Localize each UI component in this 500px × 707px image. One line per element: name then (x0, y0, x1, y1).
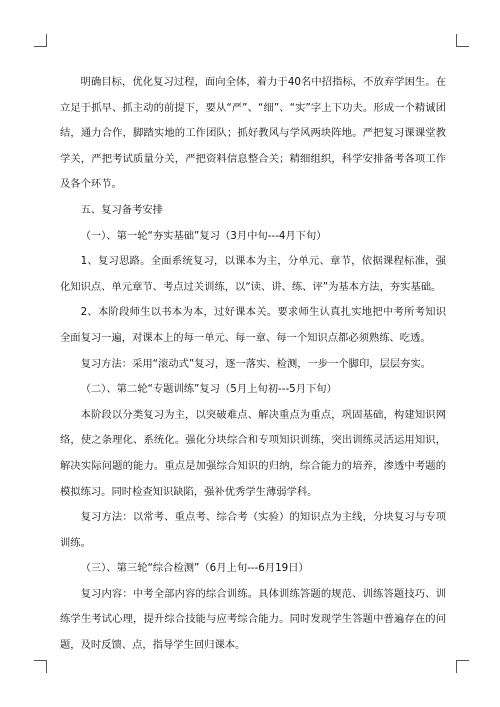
paragraph-textbook-stage: 2、本阶段师生以书本为本，过好课本关。要求师生认真扎实地把中考所考知识全面复习一遍，对课本上的每一单元、每一章、每一个知识点都必须熟练、吃透。 (60, 306, 446, 344)
section-heading: 五、复习备考安排 (80, 203, 163, 216)
subheading-round-one: （一）、第一轮“夯实基础”复习（3月中旬---4月下旬） (80, 229, 327, 242)
paragraph-review-approach: 1、复习思路。全面系统复习，以课本为主，分单元、章节，依据课程标准，强化知识点、单元章节、考点过关训练，以“读、讲、练、评”为基本方法，夯实基础。 (60, 255, 446, 293)
paragraph-goals: 明确目标，优化复习过程，面向全体，着力于40名中招指标，不放弃学困生。在立足于抓早、抓主动的前提下，要从“严”、“细”、“实”字上下功夫。形成一个精诚团结，通力合作，脚踏实地的工作团队；抓好教风与学风两块阵地。严把复习课课堂教学关，严把考试质量分关，严把资料信息整合关；精细组织，科学安排备考各项工作及各个环节。 (60, 76, 446, 191)
paragraph-method-two: 复习方法：以常考、重点考、综合考（实验）的知识点为主线，分块复习与专项训练。 (60, 511, 446, 549)
subheading-round-three: （三）、第三轮“综合检测”（6月上旬---6月19日） (80, 562, 309, 575)
crop-mark-bottom-left (34, 660, 47, 673)
paragraph-content-three: 复习内容：中考全部内容的综合训练。具体训练答题的规范、训练答题技巧、训练学生考试心理，提升综合技能与应考综合能力。同时发现学生答题中普遍存在的问题，及时反馈、点，指导学生回归课本。 (60, 587, 446, 652)
subheading-round-two: （二）、第二轮“专题训练”复习（5月上旬初---5月下旬） (80, 383, 337, 396)
crop-mark-top-left (34, 34, 47, 47)
paragraph-method-one: 复习方法：采用“滚动式”复习，逐一落实、检测，一步一个脚印，层层夯实。 (80, 357, 432, 370)
crop-mark-bottom-right (456, 660, 469, 673)
paragraph-stage-two: 本阶段以分类复习为主，以突破难点、解决重点为重点，巩固基础，构建知识网络，使之条理化、系统化。强化分块综合和专项知识训练，突出训练灵活运用知识，解决实际问题的能力。重点是加强综合知识的归纳，综合能力的培养，渗透中考题的模拟练习。同时检查知识缺陷，强补优秀学生薄弱学科。 (60, 408, 446, 498)
crop-mark-top-right (456, 34, 469, 47)
document-body (60, 70, 446, 659)
